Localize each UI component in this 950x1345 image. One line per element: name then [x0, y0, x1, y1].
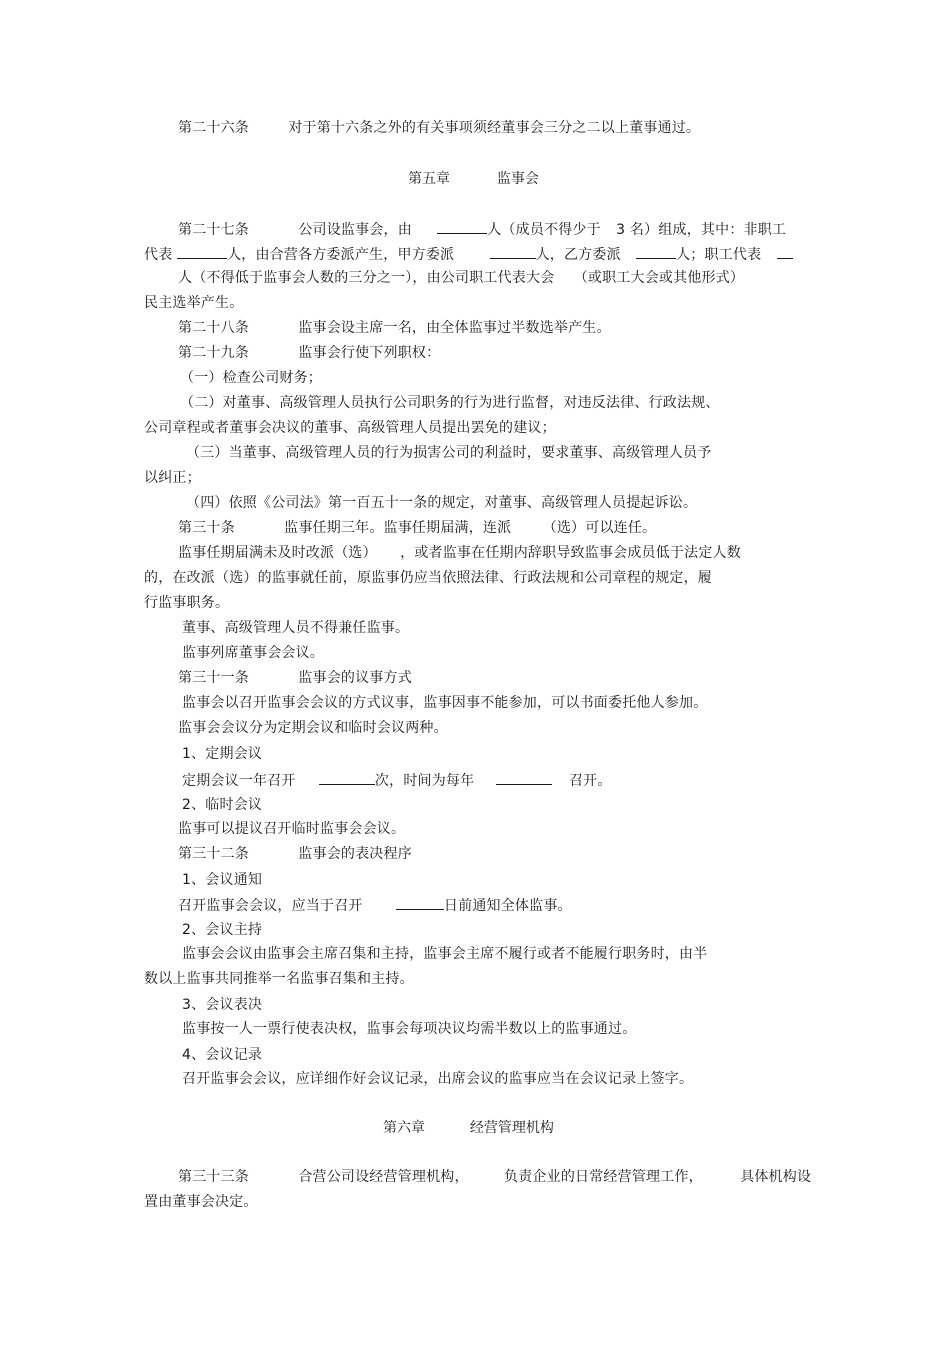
- chapter-title: 经营管理机构: [469, 1120, 554, 1136]
- article-26: [178, 120, 700, 136]
- text: 公司设监事会，由: [298, 222, 412, 238]
- fill-blank: [636, 245, 676, 259]
- article-31-rule-2: 监事可以提议召开临时监事会会议。: [178, 821, 406, 837]
- article-32-rule-2: 监事会会议由监事会主席召集和主持，监事会主席不履行或者不能履行职务时，由半: [182, 946, 708, 962]
- article-text: 监事会的议事方式: [298, 670, 412, 686]
- article-31-subheading-1: 1、定期会议: [182, 746, 263, 762]
- fill-blank: [396, 896, 444, 910]
- text: 民主选举产生。: [144, 295, 244, 311]
- text: 监事任期届满未及时改派（选）: [178, 545, 377, 561]
- article-number: 第三十条: [178, 520, 235, 536]
- article-31-rule-1: [182, 771, 612, 789]
- article-text: 监事会的表决程序: [298, 846, 412, 862]
- article-29-item-2: （二）对董事、高级管理人员执行公司职务的行为进行监督，对违反法律、行政法规、: [180, 395, 720, 411]
- article-text: 对于第十六条之外的有关事项须经董事会三分之二以上董事通过。: [288, 120, 701, 136]
- article-33-line-2: 置由董事会决定。: [144, 1194, 258, 1210]
- article-31: [178, 670, 412, 686]
- fill-blank: [177, 245, 227, 259]
- article-30-para-5: 监事列席董事会会议。: [182, 645, 324, 661]
- article-32-subheading-2: 2、会议主持: [182, 922, 263, 938]
- article-31-para-1: 监事会以召开监事会会议的方式议事，监事因事不能参加，可以书面委托他人参加。: [182, 695, 708, 711]
- text: 具体机构设: [740, 1169, 812, 1185]
- chapter-number: 第六章: [383, 1120, 425, 1136]
- text: 3 名）组成，其中：非职工: [616, 222, 787, 238]
- article-27-line-2: [144, 245, 793, 263]
- text: 负责企业的日常经营管理工作，: [504, 1169, 703, 1185]
- chapter-title: 监事会: [496, 171, 539, 187]
- fill-blank: [490, 245, 536, 259]
- article-29: [178, 345, 440, 361]
- article-29-item-2-cont: 公司章程或者董事会决议的董事、高级管理人员提出罢免的建议；: [144, 420, 556, 436]
- article-text: 监事会设主席一名，由全体监事过半数选举产生。: [298, 320, 611, 336]
- article-29-item-1: （一）检查公司财务；: [180, 370, 322, 386]
- article-text: 监事会行使下列职权：: [298, 345, 441, 361]
- article-text: 监事任期三年。监事任期届满，连派: [284, 520, 512, 536]
- text: （或职工大会或其他形式）: [573, 270, 745, 286]
- article-30-para-2: 的，在改派（选）的监事就任前，原监事仍应当依照法律、行政法规和公司章程的规定，履: [144, 570, 712, 586]
- fill-blank: [777, 245, 793, 259]
- article-text: （选）可以连任。: [542, 520, 657, 536]
- article-30-para-1: [178, 545, 741, 561]
- article-30-para-3: 行监事职务。: [144, 595, 230, 611]
- text: 合营公司设经营管理机构，: [298, 1169, 469, 1185]
- text: 人（不得低于监事会人数的三分之一），由公司职工代表大会: [178, 270, 555, 286]
- article-number: 第三十一条: [178, 670, 249, 686]
- article-32-rule-2-cont: 数以上监事共同推举一名监事召集和主持。: [144, 971, 414, 987]
- article-32-subheading-4: 4、会议记录: [182, 1047, 263, 1063]
- chapter-6-heading: [383, 1120, 554, 1136]
- article-31-para-2: 监事会会议分为定期会议和临时会议两种。: [178, 720, 448, 736]
- text: 人；职工代表: [676, 247, 762, 263]
- text: 人（成员不得少于: [487, 222, 601, 238]
- article-32-rule-4: 召开监事会会议，应详细作好会议记录，出席会议的监事应当在会议记录上签字。: [182, 1071, 694, 1087]
- article-32-subheading-1: 1、会议通知: [182, 872, 263, 888]
- article-30-para-4: 董事、高级管理人员不得兼任监事。: [182, 620, 410, 636]
- fill-blank: [319, 771, 375, 785]
- article-31-subheading-2: 2、临时会议: [182, 797, 263, 813]
- text: 日前通知全体监事。: [443, 898, 572, 914]
- article-27-line-3: [178, 270, 744, 286]
- article-33-line-1: [178, 1169, 811, 1185]
- fill-blank: [437, 220, 487, 234]
- text: 人，由合营各方委派产生，甲方委派: [227, 247, 455, 263]
- article-29-item-3-cont: 以纠正；: [144, 470, 201, 486]
- article-number: 第二十七条: [178, 222, 249, 238]
- article-30: [178, 520, 656, 536]
- article-number: 第二十六条: [178, 120, 249, 136]
- article-27-line-4: [144, 295, 243, 311]
- fill-blank: [496, 771, 552, 785]
- text: ，或者监事在任期内辞职导致监事会成员低于法定人数: [400, 545, 741, 561]
- text: 召开。: [568, 773, 612, 789]
- article-32-rule-1: [178, 896, 572, 914]
- text: 定期会议一年召开: [182, 773, 296, 789]
- article-28: [178, 320, 611, 336]
- text: 召开监事会会议，应当于召开: [178, 898, 363, 914]
- article-27-line-1: [178, 220, 786, 238]
- chapter-5-heading: [408, 171, 539, 187]
- text: 次，时间为每年: [374, 773, 475, 789]
- article-29-item-3: （三）当董事、高级管理人员的行为损害公司的利益时，要求董事、高级管理人员予: [186, 445, 712, 461]
- article-number: 第二十八条: [178, 320, 249, 336]
- text: 人，乙方委派: [535, 247, 621, 263]
- article-number: 第二十九条: [178, 345, 249, 361]
- article-29-item-4: （四）依照《公司法》第一百五十一条的规定，对董事、高级管理人员提起诉讼。: [186, 495, 698, 511]
- text: 代表: [144, 247, 173, 263]
- chapter-number: 第五章: [408, 171, 450, 187]
- article-32-subheading-3: 3、会议表决: [182, 997, 263, 1013]
- article-32: [178, 846, 412, 862]
- article-number: 第三十二条: [178, 846, 249, 862]
- article-number: 第三十三条: [178, 1169, 249, 1185]
- article-32-rule-3: 监事按一人一票行使表决权，监事会每项决议均需半数以上的监事通过。: [182, 1021, 637, 1037]
